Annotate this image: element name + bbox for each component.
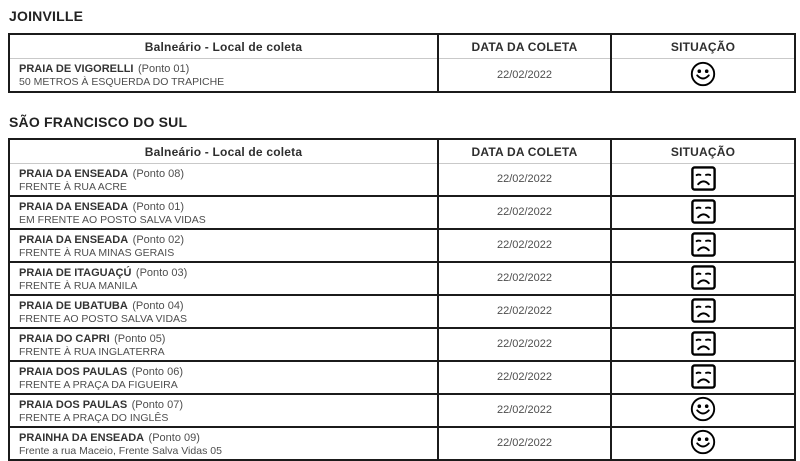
status-cell bbox=[611, 427, 795, 460]
beach-name: PRAIA DOS PAULAS bbox=[19, 398, 128, 411]
section-title-joinville: JOINVILLE bbox=[9, 8, 84, 24]
beach-name: PRAIA DE UBATUBA bbox=[19, 299, 128, 312]
beach-name: PRAINHA DA ENSEADA bbox=[19, 431, 145, 444]
section-title-sao-francisco-do-sul: SÃO FRANCISCO DO SUL bbox=[9, 113, 188, 130]
sad-face-icon bbox=[691, 196, 716, 227]
status-cell bbox=[611, 196, 795, 229]
collection-point: (Ponto 01) bbox=[132, 200, 185, 213]
beach-name: PRAIA DE ITAGUAÇÚ bbox=[19, 266, 132, 279]
collection-location: FRENTE À RUA MANILA bbox=[19, 279, 138, 292]
collection-point: (Ponto 05) bbox=[114, 332, 166, 345]
table-row bbox=[9, 295, 795, 328]
table-row bbox=[9, 229, 795, 262]
column-header-situacao: SITUAÇÃO bbox=[611, 139, 795, 164]
beach-location-cell bbox=[9, 295, 438, 328]
collection-location: EM FRENTE AO POSTO SALVA VIDAS bbox=[19, 213, 206, 226]
collection-date: 22/02/2022 bbox=[438, 361, 611, 394]
table-row bbox=[9, 262, 795, 295]
collection-date: 22/02/2022 bbox=[438, 59, 611, 92]
beach-location-cell bbox=[9, 328, 438, 361]
collection-point: (Ponto 04) bbox=[132, 299, 184, 312]
joinville-results-table bbox=[8, 33, 796, 93]
beach-location-cell bbox=[9, 361, 438, 394]
beach-location-cell bbox=[9, 427, 438, 460]
sad-face-icon bbox=[691, 328, 716, 359]
status-cell bbox=[611, 59, 795, 92]
sad-face-icon bbox=[691, 262, 716, 293]
happy-face-icon bbox=[690, 426, 716, 457]
column-header-balneario: Balneário - Local de coleta bbox=[9, 139, 438, 164]
table-row bbox=[9, 196, 795, 229]
status-cell bbox=[611, 295, 795, 328]
table-row bbox=[9, 163, 795, 196]
status-cell bbox=[611, 328, 795, 361]
collection-date: 22/02/2022 bbox=[438, 262, 611, 295]
collection-date: 22/02/2022 bbox=[438, 394, 611, 427]
beach-name: PRAIA DOS PAULAS bbox=[19, 365, 128, 378]
collection-point: (Ponto 08) bbox=[132, 167, 185, 180]
sao-francisco-results-table bbox=[8, 138, 796, 461]
happy-face-icon bbox=[690, 58, 716, 90]
sad-face-icon bbox=[691, 229, 716, 260]
collection-point: (Ponto 01) bbox=[137, 63, 190, 76]
status-cell bbox=[611, 262, 795, 295]
collection-point: (Ponto 03) bbox=[135, 266, 188, 279]
collection-date: 22/02/2022 bbox=[438, 163, 611, 196]
beach-name: PRAIA DE VIGORELLI bbox=[19, 63, 134, 76]
collection-location: FRENTE A PRAÇA DO INGLÊS bbox=[19, 411, 169, 424]
table-row bbox=[9, 361, 795, 394]
column-header-data-coleta: DATA DA COLETA bbox=[438, 139, 611, 164]
beach-location-cell bbox=[9, 196, 438, 229]
beach-location-cell bbox=[9, 394, 438, 427]
collection-point: (Ponto 07) bbox=[131, 398, 184, 411]
collection-location: FRENTE A PRAÇA DA FIGUEIRA bbox=[19, 378, 178, 391]
sad-face-icon bbox=[691, 295, 716, 326]
collection-date: 22/02/2022 bbox=[438, 196, 611, 229]
happy-face-icon bbox=[690, 393, 716, 424]
status-cell bbox=[611, 394, 795, 427]
status-cell bbox=[611, 229, 795, 262]
beach-name: PRAIA DA ENSEADA bbox=[19, 200, 129, 213]
column-header-situacao: SITUAÇÃO bbox=[611, 34, 795, 59]
beach-name: PRAIA DA ENSEADA bbox=[19, 233, 129, 246]
collection-point: (Ponto 09) bbox=[148, 431, 200, 444]
collection-date: 22/02/2022 bbox=[438, 229, 611, 262]
collection-location: 50 METROS À ESQUERDA DO TRAPICHE bbox=[19, 76, 225, 89]
beach-location-cell bbox=[9, 229, 438, 262]
beach-location-cell bbox=[9, 163, 438, 196]
column-header-data-coleta: DATA DA COLETA bbox=[438, 34, 611, 59]
collection-point: (Ponto 02) bbox=[132, 233, 185, 246]
collection-point: (Ponto 06) bbox=[131, 365, 184, 378]
sad-face-icon bbox=[691, 163, 716, 194]
beach-name: PRAIA DO CAPRI bbox=[19, 332, 110, 345]
collection-location: FRENTE À RUA INGLATERRA bbox=[19, 345, 165, 358]
table-row bbox=[9, 394, 795, 427]
table-row bbox=[9, 328, 795, 361]
collection-date: 22/02/2022 bbox=[438, 328, 611, 361]
table-header-row bbox=[9, 139, 795, 164]
collection-date: 22/02/2022 bbox=[438, 427, 611, 460]
collection-location: FRENTE À RUA MINAS GERAIS bbox=[19, 246, 175, 259]
table-header-row bbox=[9, 34, 795, 59]
beach-location-cell bbox=[9, 262, 438, 295]
column-header-balneario: Balneário - Local de coleta bbox=[9, 34, 438, 59]
sad-face-icon bbox=[691, 361, 716, 392]
collection-location: FRENTE À RUA ACRE bbox=[19, 180, 127, 193]
table-row bbox=[9, 59, 795, 92]
beach-location-cell bbox=[9, 59, 438, 92]
collection-date: 22/02/2022 bbox=[438, 295, 611, 328]
collection-location: Frente a rua Maceio, Frente Salva Vidas 05 bbox=[19, 444, 222, 457]
status-cell bbox=[611, 361, 795, 394]
beach-name: PRAIA DA ENSEADA bbox=[19, 167, 129, 180]
table-row bbox=[9, 427, 795, 460]
status-cell bbox=[611, 163, 795, 196]
collection-location: FRENTE AO POSTO SALVA VIDAS bbox=[19, 312, 188, 325]
